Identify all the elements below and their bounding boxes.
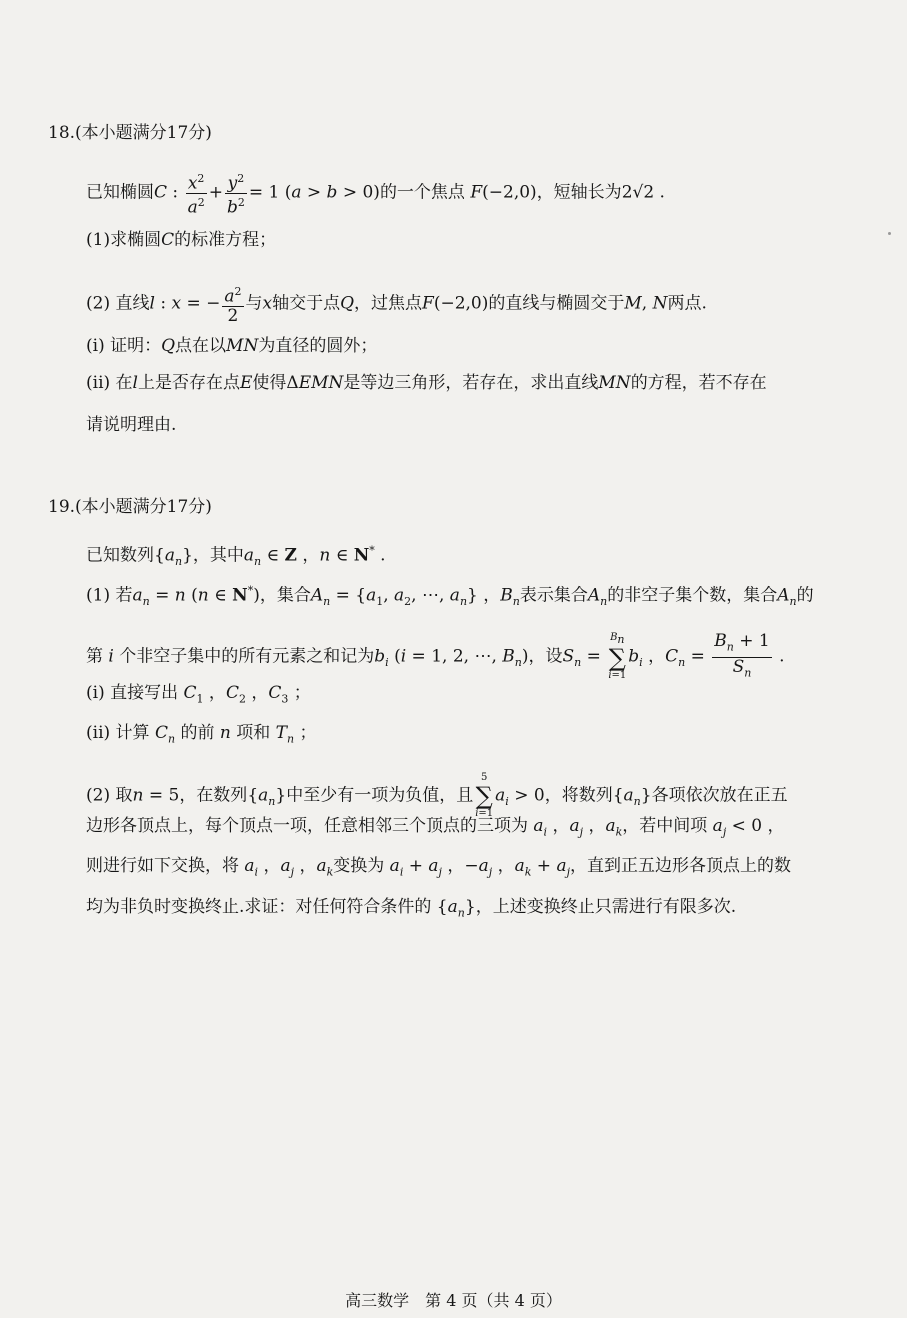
q18-intro-text-c: ，短轴长为 bbox=[536, 182, 622, 203]
q19-part1-line2: 第 i 个非空子集中的所有元素之和记为$b_i$ (i = 1, 2, ⋯, $B_n$)，设$S_n$ = $B_n$ ∑ i=1 $b_i$ ，$C_n$ = $\frac{B_n + 1}{S_n}$ . bbox=[86, 631, 785, 681]
q18-sub-ii-cont bbox=[86, 414, 176, 436]
q19-part1-text-e: 的 bbox=[796, 585, 814, 606]
q19-part1-text-d: 的非空子集个数，集合 bbox=[607, 585, 778, 606]
q19-intro-text-a: 已知数列 bbox=[86, 545, 154, 566]
q18-sub-ii-text-a: (ii) 在 bbox=[86, 373, 133, 393]
q18-part1: (1)求椭圆C的标准方程； bbox=[86, 230, 277, 250]
q19-header bbox=[48, 496, 212, 518]
q18-sub-ii-text-f: 请说明理由. bbox=[86, 415, 177, 435]
fraction-bn-sn: $\frac{B_n + 1}{S_n}$ bbox=[714, 631, 770, 679]
q18-header bbox=[48, 122, 212, 144]
q19-points: (本小题满分17分) bbox=[75, 497, 212, 517]
q19-sub-ii-text-c: 项和 bbox=[236, 723, 271, 743]
q19-line-c-text: 则进行如下交换，将 bbox=[86, 856, 239, 876]
q18-sub-i-text-a: (i) 证明： bbox=[86, 336, 162, 356]
q18-part2-text-d: ，过焦点 bbox=[354, 293, 423, 314]
q19-line2-text-a: 第 bbox=[86, 646, 103, 667]
q19-intro: 已知数列$\{a_n\}$，其中$a_n$ ∈ Z ，n ∈ N* . bbox=[86, 544, 386, 569]
page-footer: 高三数学 第 4 页（共 4 页） bbox=[345, 1291, 562, 1310]
q18-sub-ii-text-d: 是等边三角形，若存在，求出直线 bbox=[343, 373, 599, 393]
q18-points: (本小题满分17分) bbox=[75, 123, 212, 143]
q18-intro: 已知椭圆C : $\frac{x^2}{a^2}$ + $\frac{y^2}{b^2}$ = 1 (a > b > 0)的一个焦点 F(−2,0)，短轴长为2√2 . bbox=[86, 172, 665, 218]
sum-symbol-bn: $B_n$ ∑ i=1 bbox=[608, 632, 627, 681]
q19-line-b-text-2: ，若中间项 bbox=[622, 816, 708, 836]
q19-sub-i: (i) 直接写出 $C_1$ ，$C_2$ ，$C_3$ ； bbox=[86, 683, 311, 706]
q19-part1: (1) 若$a_n = n$ (n ∈ N*)，集合$A_n = \{a_1$, $a_2$, ⋯, $a_n$} ，$B_n$表示集合$A_n$的非空子集个数，集合$A_n$的 bbox=[86, 584, 814, 609]
q18-sub-i-text-c: 为直径的圆外； bbox=[258, 336, 378, 356]
q19-part1-text-b: ，集合 bbox=[259, 585, 311, 606]
q18-part2-text-f: 两点. bbox=[667, 293, 707, 314]
q18-number: 18. bbox=[48, 123, 76, 143]
q18-sub-i-text-b: 点在以 bbox=[175, 336, 227, 356]
q19-sub-i-text: (i) 直接写出 bbox=[86, 683, 179, 703]
fraction-x2-a2: $\frac{x^2}{a^2}$ bbox=[187, 172, 205, 218]
q19-sub-ii-text-a: (ii) 计算 bbox=[86, 723, 150, 743]
q19-line-b-text: 边形各顶点上，每个顶点一项，任意相邻三个顶点的三项为 bbox=[86, 816, 528, 836]
q18-intro-text-a: 已知椭圆 bbox=[86, 182, 154, 203]
fraction-y2-b2: $\frac{y^2}{b^2}$ bbox=[226, 172, 245, 218]
q18-sub-ii-text-c: 使得 bbox=[252, 373, 287, 393]
q19-part2-text-d: ，将数列 bbox=[544, 785, 613, 806]
q19-number: 19. bbox=[48, 497, 76, 517]
q18-sub-i: (i) 证明：Q点在以MN为直径的圆外； bbox=[86, 336, 378, 356]
q18-sub-ii-text-e: 的方程，若不存在 bbox=[630, 373, 767, 393]
q19-line2-text-b: 个非空子集中的所有元素之和记为 bbox=[119, 646, 375, 667]
sum-symbol-5: 5 ∑ i=1 bbox=[475, 772, 494, 819]
q18-part2: (2) 直线l : x = − $\frac{a^2}{2}$ 与x轴交于点Q，过焦点F(−2,0)的直线与椭圆交于M, N两点. bbox=[86, 285, 707, 326]
q19-line-d-text-2: ，上述变换终止只需进行有限多次. bbox=[475, 897, 737, 917]
q19-part2-line-c: 则进行如下交换，将 $a_i$ ，$a_j$ ，$a_k$变换为 $a_i + a_j$ ，$-a_j$ ，$a_k + a_j$，直到正五边形各顶点上的数 bbox=[86, 856, 792, 879]
q18-intro-text-b: 的一个焦点 bbox=[379, 182, 465, 203]
q19-line-c-text-2: 变换为 bbox=[333, 856, 385, 876]
fraction-a2-2: $\frac{a^2}{2}$ bbox=[224, 285, 242, 326]
q19-part2-line-d: 均为非负时变换终止.求证：对任何符合条件的 $\{a_n\}$，上述变换终止只需进行有限多次. bbox=[86, 897, 737, 920]
q19-sub-ii: (ii) 计算 $C_n$ 的前 n 项和 $T_n$ ； bbox=[86, 723, 317, 746]
q18-part1-text-b: 的标准方程； bbox=[174, 230, 277, 250]
q19-line-c-text-3: ，直到正五边形各顶点上的数 bbox=[570, 856, 792, 876]
q18-part1-text: (1)求椭圆 bbox=[86, 230, 162, 250]
q19-part2-text-e: 各项依次放在正五 bbox=[651, 785, 788, 806]
q19-part2-text-a: (2) 取 bbox=[86, 785, 133, 806]
q18-sub-ii: (ii) 在l上是否存在点E使得ΔEMN是等边三角形，若存在，求出直线MN的方程，若不存在 bbox=[86, 373, 767, 393]
q18-part2-text-a: (2) 直线 bbox=[86, 293, 150, 314]
q19-part1-text-c: 表示集合 bbox=[519, 585, 588, 606]
q19-line-d-text: 均为非负时变换终止.求证：对任何符合条件的 bbox=[86, 897, 432, 917]
q18-part2-text-c: 轴交于点 bbox=[272, 293, 341, 314]
q19-sub-ii-text-b: 的前 bbox=[180, 723, 215, 743]
q18-sub-ii-text-b: 上是否存在点 bbox=[137, 373, 240, 393]
q19-part2: (2) 取n = 5，在数列$\{a_n\}$中至少有一项为负值，且 5 ∑ i=1 $a_i > 0$，将数列$\{a_n\}$各项依次放在正五 bbox=[86, 772, 788, 819]
q19-intro-text-b: ，其中 bbox=[192, 545, 244, 566]
q19-part2-text-b: ，在数列 bbox=[179, 785, 248, 806]
q18-part2-text-b: 与 bbox=[245, 293, 263, 314]
q18-part2-text-e: 的直线与椭圆交于 bbox=[488, 293, 625, 314]
q19-line2-text-c: ，设 bbox=[528, 646, 563, 667]
q19-part2-text-c: 中至少有一项为负值，且 bbox=[286, 785, 474, 806]
q19-part2-line-b: 边形各顶点上，每个顶点一项，任意相邻三个顶点的三项为 $a_i$ ，$a_j$ ，$a_k$，若中间项 $a_j < 0$ ， bbox=[86, 816, 785, 839]
scan-speck bbox=[888, 232, 891, 235]
q19-part1-text-a: (1) 若 bbox=[86, 585, 133, 606]
